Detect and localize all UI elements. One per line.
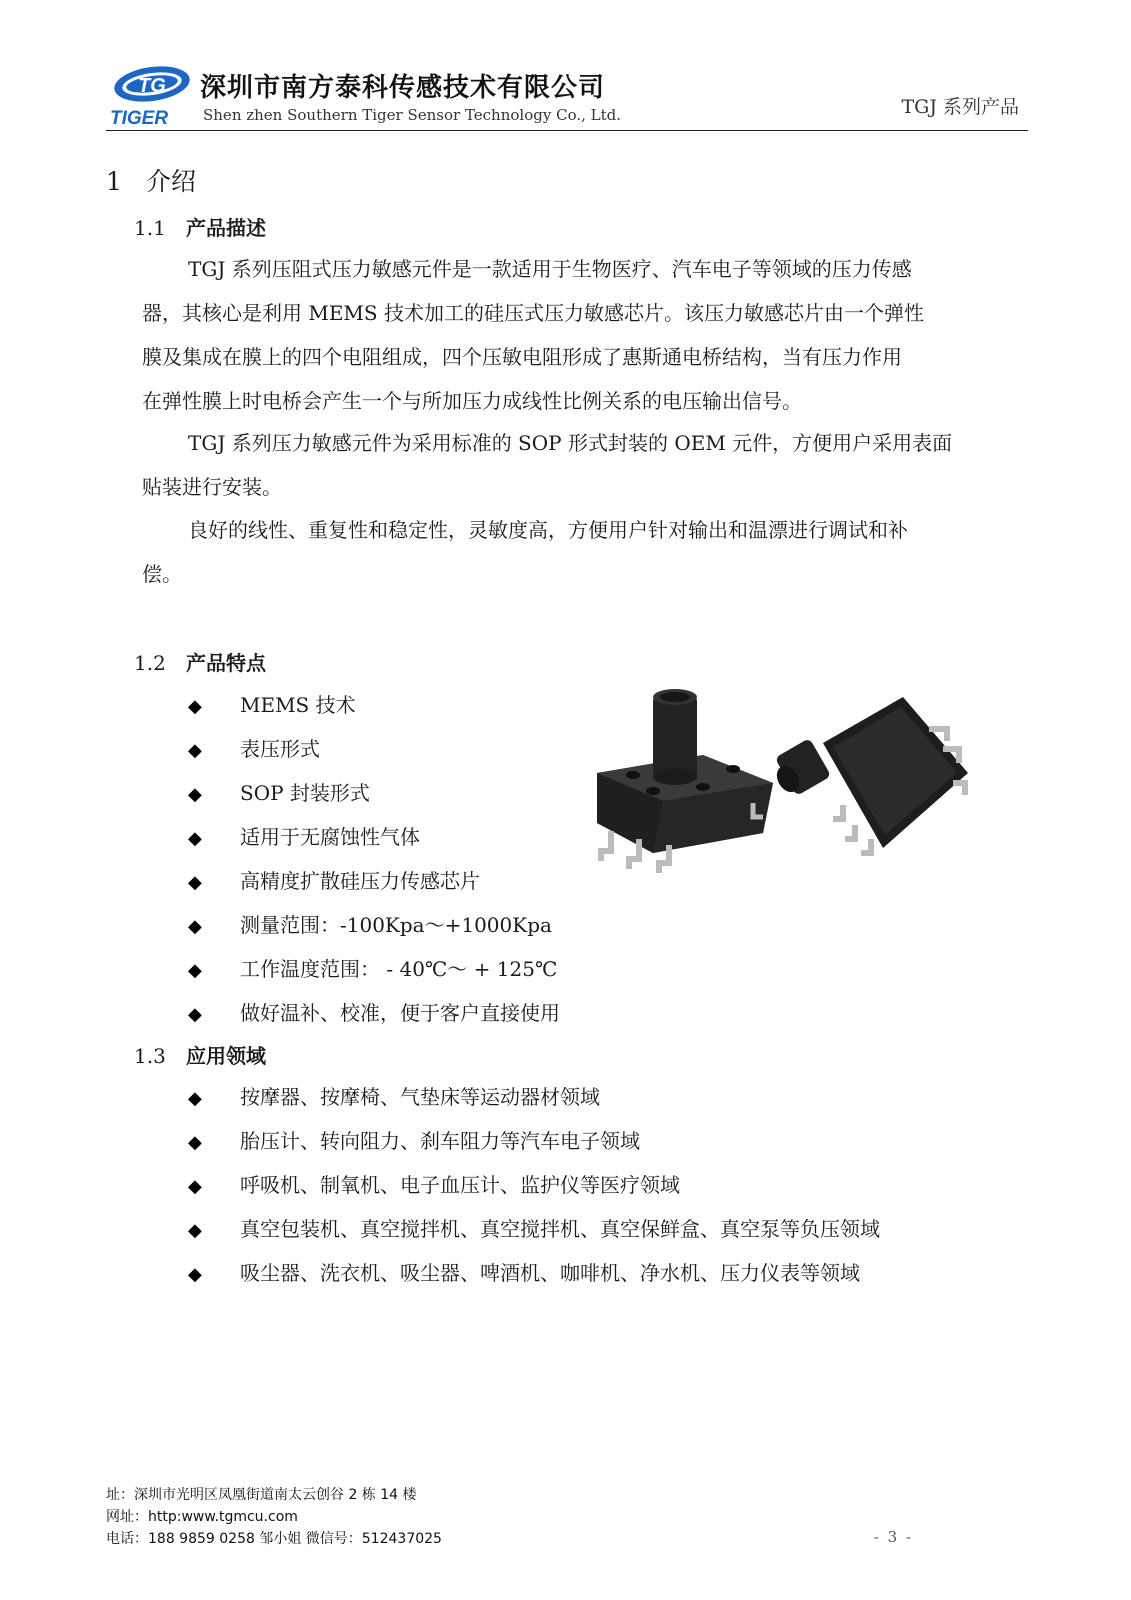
product-photo [583, 683, 973, 878]
company-logo [108, 62, 192, 128]
paragraph-line: 在弹性膜上时电桥会产生一个与所加压力成线性比例关系的电压输出信号。 [142, 389, 802, 413]
diamond-bullet-icon: ◆ [188, 1004, 202, 1025]
header-divider [106, 130, 1028, 131]
subsection-title: 产品描述 [186, 216, 266, 240]
list-item: ◆ 真空包装机、真空搅拌机、真空搅拌机、真空保鲜盒、真空泵等负压领域 [188, 1207, 880, 1251]
list-item: ◆ 适用于无腐蚀性气体 [188, 815, 560, 859]
diamond-bullet-icon: ◆ [188, 916, 202, 937]
subsection-heading-1-3 [134, 1040, 266, 1069]
list-item: ◆ 吸尘器、洗衣机、吸尘器、啤酒机、咖啡机、净水机、压力仪表等领域 [188, 1251, 880, 1295]
list-item: ◆ 表压形式 [188, 727, 560, 771]
diamond-bullet-icon: ◆ [188, 784, 202, 805]
diamond-bullet-icon: ◆ [188, 960, 202, 981]
section-number: 1 [106, 167, 122, 196]
list-item: ◆ 做好温补、校准，便于客户直接使用 [188, 991, 560, 1035]
product-line-label: TGJ 系列产品 [901, 96, 1019, 118]
footer-contact [106, 1484, 442, 1550]
application-list [188, 1075, 880, 1295]
footer-phone: 电话：188 9859 0258 邹小姐 微信号：512437025 [106, 1531, 442, 1547]
subsection-number: 1.3 [134, 1044, 166, 1068]
page-number: - 3 - [873, 1528, 913, 1546]
paragraph-line: TGJ 系列压阻式压力敏感元件是一款适用于生物医疗、汽车电子等领域的压力传感 [188, 257, 912, 281]
company-name-en: Shen zhen Southern Tiger Sensor Technology Co., Ltd. [203, 106, 621, 124]
feature-list [188, 683, 560, 1035]
diamond-bullet-icon: ◆ [188, 740, 202, 761]
description-paragraph-2 [142, 421, 1012, 509]
svg-text:TIGER: TIGER [110, 108, 169, 128]
subsection-heading-1-1 [134, 212, 266, 241]
company-name-cn: 深圳市南方泰科传感技术有限公司 [200, 73, 606, 103]
subsection-number: 1.1 [134, 216, 166, 240]
diamond-bullet-icon: ◆ [188, 828, 202, 849]
section-heading [106, 162, 196, 198]
diamond-bullet-icon: ◆ [188, 872, 202, 893]
svg-text:TG: TG [138, 75, 166, 97]
diamond-bullet-icon: ◆ [188, 1132, 202, 1153]
subsection-title: 应用领域 [186, 1044, 266, 1068]
list-item: ◆ 按摩器、按摩椅、气垫床等运动器材领域 [188, 1075, 880, 1119]
description-paragraph-1 [142, 247, 1012, 423]
paragraph-line: 偿。 [142, 562, 182, 586]
list-item: ◆ 高精度扩散硅压力传感芯片 [188, 859, 560, 903]
list-item: ◆ 呼吸机、制氧机、电子血压计、监护仪等医疗领域 [188, 1163, 880, 1207]
section-title: 介绍 [146, 167, 197, 196]
diamond-bullet-icon: ◆ [188, 1176, 202, 1197]
tiger-logo-icon [108, 62, 192, 128]
diamond-bullet-icon: ◆ [188, 696, 202, 717]
subsection-title: 产品特点 [186, 651, 266, 675]
paragraph-line: 贴装进行安装。 [142, 475, 282, 499]
footer-website: 网址：http:www.tgmcu.com [106, 1509, 298, 1525]
subsection-heading-1-2 [134, 647, 266, 676]
paragraph-line: 器，其核心是利用 MEMS 技术加工的硅压式压力敏感芯片。该压力敏感芯片由一个弹性 [142, 301, 924, 325]
paragraph-line: 膜及集成在膜上的四个电阻组成，四个压敏电阻形成了惠斯通电桥结构，当有压力作用 [142, 345, 902, 369]
list-item: ◆ 测量范围：-100Kpa～+1000Kpa [188, 903, 560, 947]
diamond-bullet-icon: ◆ [188, 1264, 202, 1285]
pressure-sensor-image [583, 683, 973, 878]
list-item: ◆ 工作温度范围： - 40℃～ + 125℃ [188, 947, 560, 991]
list-item: ◆ MEMS 技术 [188, 683, 560, 727]
footer-address: 址：深圳市光明区凤凰街道南太云创谷 2 栋 14 楼 [106, 1487, 417, 1503]
subsection-number: 1.2 [134, 651, 166, 675]
diamond-bullet-icon: ◆ [188, 1220, 202, 1241]
paragraph-line: 良好的线性、重复性和稳定性，灵敏度高，方便用户针对输出和温漂进行调试和补 [188, 518, 908, 542]
paragraph-line: TGJ 系列压力敏感元件为采用标准的 SOP 形式封装的 OEM 元件，方便用户采用表面 [188, 431, 953, 455]
diamond-bullet-icon: ◆ [188, 1088, 202, 1109]
description-paragraph-3 [142, 508, 1012, 596]
list-item: ◆ SOP 封装形式 [188, 771, 560, 815]
list-item: ◆ 胎压计、转向阻力、刹车阻力等汽车电子领域 [188, 1119, 880, 1163]
